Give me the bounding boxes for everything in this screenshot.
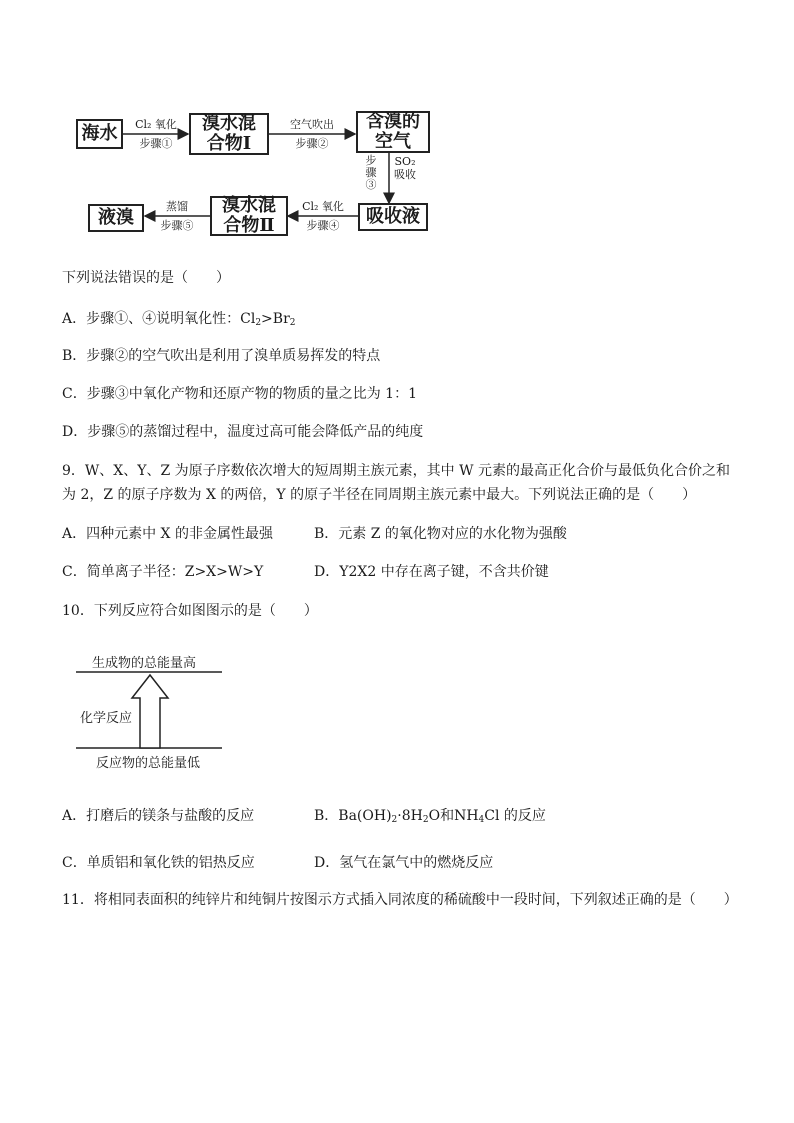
q8-option-d: D．步骤⑤的蒸馏过程中，温度过高可能会降低产品的纯度 bbox=[62, 424, 424, 440]
q11-stem: 11．将相同表面积的纯锌片和纯铜片按图示方式插入同浓度的稀硫酸中一段时间，下列叙述正确的是（ ） bbox=[62, 892, 738, 908]
q10-option-b bbox=[314, 806, 546, 830]
box-bromine-water-mix-2 bbox=[210, 196, 288, 236]
q10-option-b-text: Cl 的反应 bbox=[484, 808, 546, 824]
box-line: 合物Ⅱ bbox=[223, 215, 275, 236]
label-step2-bottom: 步骤② bbox=[295, 137, 329, 150]
reaction-label: 化学反应 bbox=[80, 711, 133, 726]
label-step1-top: Cl₂ 氧化 bbox=[135, 118, 177, 131]
q9-option-d: D．Y2X2 中存在离子键，不含共价键 bbox=[314, 564, 549, 580]
box-line: 溴水混 bbox=[202, 113, 256, 134]
label-step4-bottom: 步骤④ bbox=[306, 219, 340, 232]
q8-option-a-text: A．步骤①、④说明氧化性：Cl bbox=[62, 311, 256, 327]
box-bromine-air bbox=[356, 111, 430, 153]
q8-stem: 下列说法错误的是（ ） bbox=[62, 270, 230, 286]
box-bromine-water-mix-1 bbox=[189, 113, 269, 155]
subscript: 2 bbox=[289, 318, 296, 328]
q8-option-a-text: >Br bbox=[261, 311, 290, 327]
up-arrow-icon bbox=[132, 675, 168, 748]
q10-option-c: C．单质铝和氧化铁的铝热反应 bbox=[62, 855, 255, 871]
box-seawater: 海水 bbox=[76, 119, 123, 149]
q10-option-d: D．氢气在氯气中的燃烧反应 bbox=[314, 855, 494, 871]
box-line: 空气 bbox=[375, 131, 411, 152]
label-step2-top: 空气吹出 bbox=[290, 118, 334, 131]
q9-option-c: C．简单离子半径：Z>X>W>Y bbox=[62, 564, 264, 580]
q10-option-b-text: ·8H bbox=[397, 808, 423, 824]
subscript: 2 bbox=[422, 815, 429, 825]
q8-option-c: C．步骤③中氧化产物和还原产物的物质的量之比为 1：1 bbox=[62, 386, 417, 402]
q9-stem-line1: 9．W、X、Y、Z 为原子序数依次增大的短周期主族元素，其中 W 元素的最高正化合价与最低负化合价之和 bbox=[62, 463, 730, 479]
box-liquid-bromine: 液溴 bbox=[88, 204, 144, 232]
q10-stem: 10．下列反应符合如图图示的是（ ） bbox=[62, 603, 318, 619]
energy-high-label: 生成物的总能量高 bbox=[92, 656, 197, 671]
q10-option-a: A．打磨后的镁条与盐酸的反应 bbox=[62, 808, 255, 824]
label-step1-bottom: 步骤① bbox=[139, 137, 173, 150]
q9-stem-line2: 为 2，Z 的原子序数为 X 的两倍，Y 的原子半径在同周期主族元素中最大。下列说法正确的是（ ） bbox=[62, 487, 697, 503]
q10-option-b-text: O和NH bbox=[428, 808, 479, 824]
label-step5-top: 蒸馏 bbox=[166, 200, 188, 213]
box-absorption-liquid: 吸收液 bbox=[358, 203, 428, 231]
box-line: 含溴的 bbox=[366, 111, 420, 132]
q8-option-b: B．步骤②的空气吹出是利用了溴单质易挥发的特点 bbox=[62, 348, 381, 364]
q8-option-a bbox=[62, 309, 296, 333]
subscript: 2 bbox=[255, 318, 262, 328]
label-step4-top: Cl₂ 氧化 bbox=[302, 200, 344, 213]
box-line: 溴水混 bbox=[222, 195, 276, 216]
box-line: 合物Ⅰ bbox=[206, 133, 252, 154]
label-step3-right: SO₂吸收 bbox=[394, 155, 416, 181]
q9-option-a: A．四种元素中 X 的非金属性最强 bbox=[62, 526, 273, 542]
label-step5-bottom: 步骤⑤ bbox=[160, 219, 194, 232]
label-step3-left: 步骤③ bbox=[365, 154, 377, 191]
subscript: 4 bbox=[478, 815, 485, 825]
subscript: 2 bbox=[391, 815, 398, 825]
q10-option-b-text: B．Ba(OH) bbox=[314, 808, 392, 824]
q9-option-b: B．元素 Z 的氧化物对应的水化物为强酸 bbox=[314, 526, 567, 542]
energy-low-label: 反应物的总能量低 bbox=[96, 756, 201, 771]
